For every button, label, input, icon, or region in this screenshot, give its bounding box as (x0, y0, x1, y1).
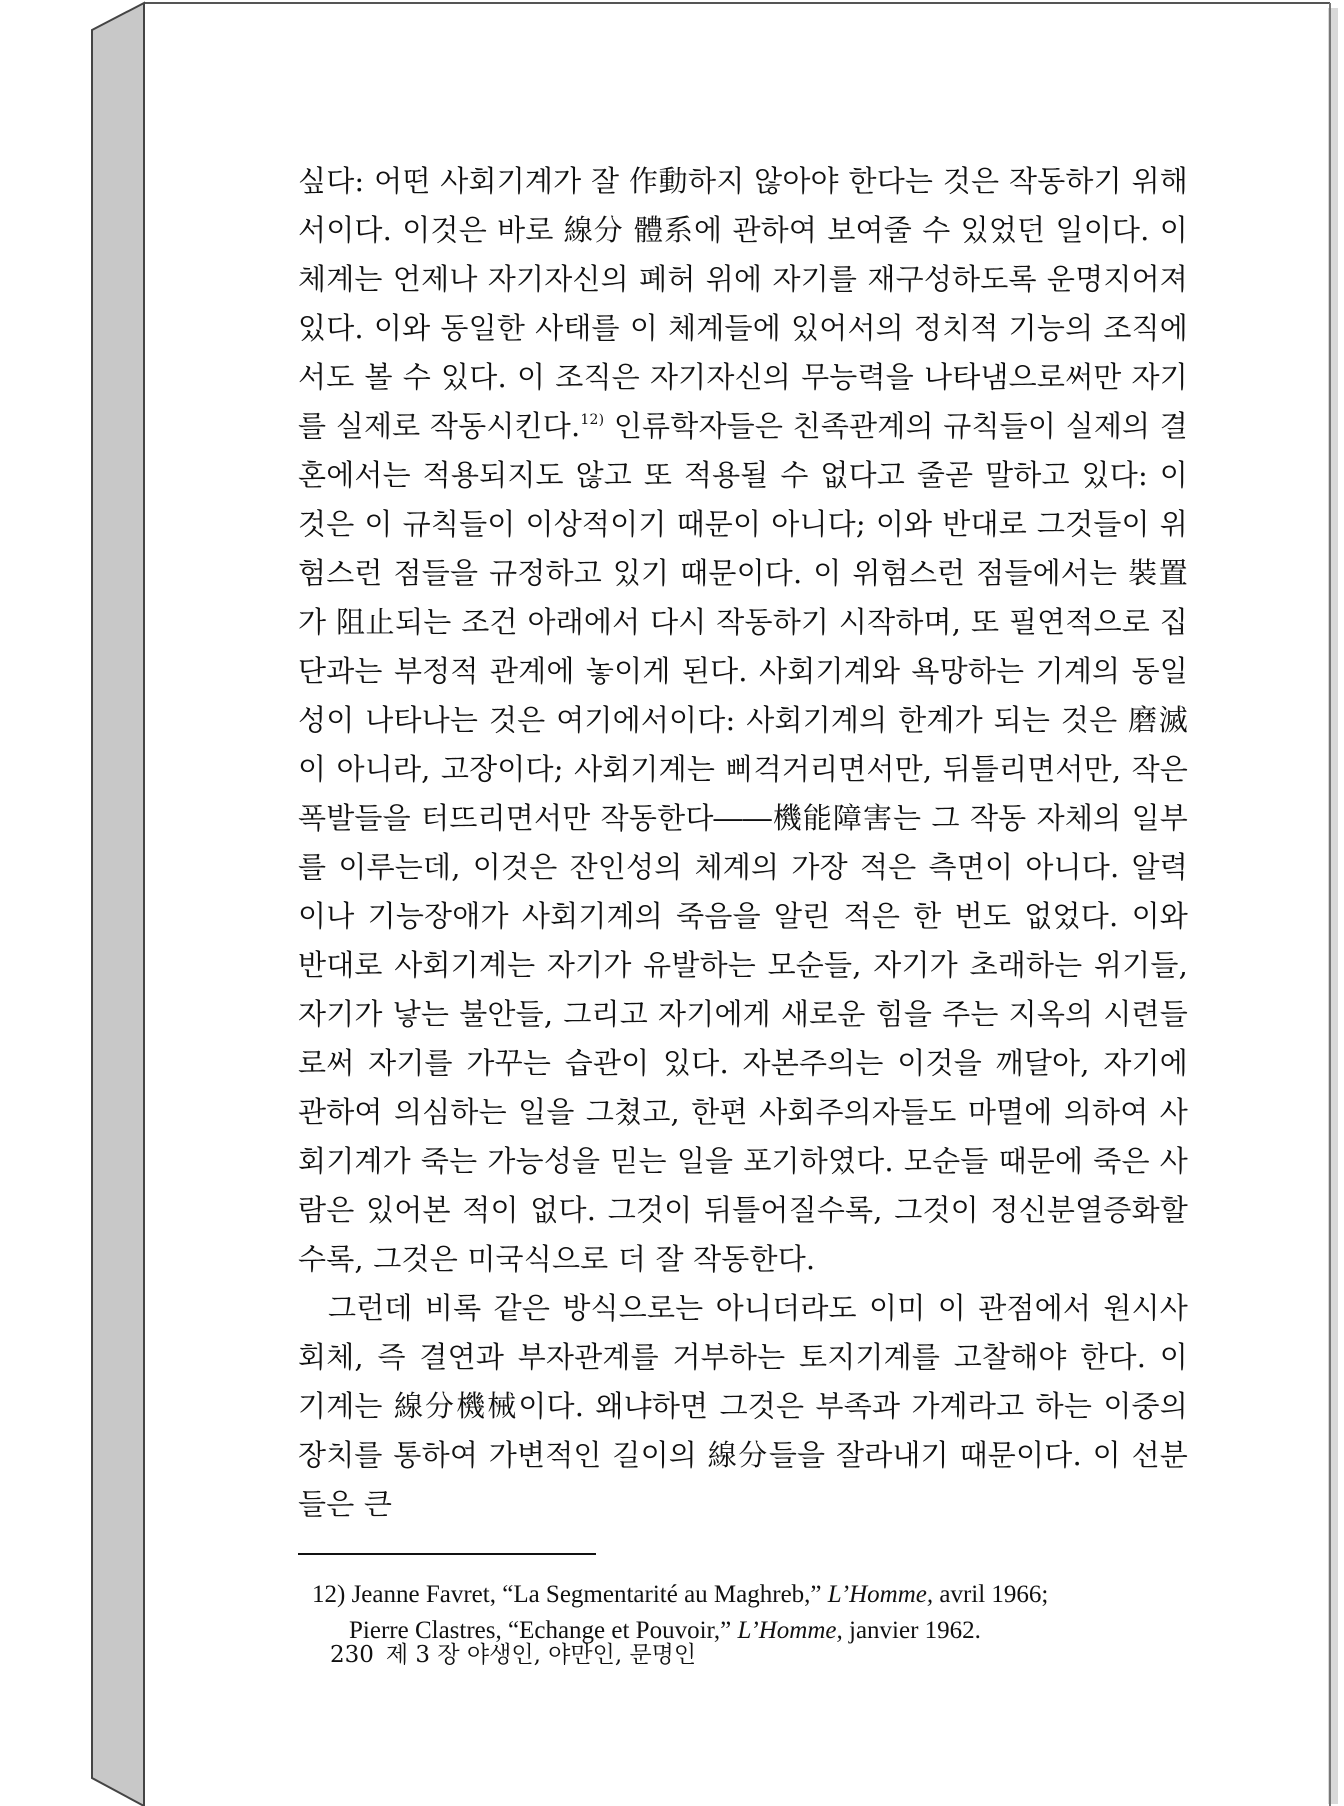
footnote-date-2: janvier 1962. (849, 1617, 981, 1644)
footnote-date-1: avril 1966; (939, 1581, 1049, 1608)
footnote-title-1: “La Segmentarité au Maghreb,” (502, 1581, 822, 1608)
paragraph-1 (298, 157, 1188, 1284)
footnote-author-2: Pierre Clastres, (349, 1617, 502, 1644)
footnote-journal-1: L’Homme, (827, 1581, 934, 1608)
paragraph-1-continued: 인류학자들은 친족관계의 규칙들이 실제의 결혼에서는 적용되지도 않고 또 적용될 수 없다고 줄곧 말하고 있다: 이것은 이 규칙들이 이상적이기 때문이 아니다; 이와 반대로 그것들이 위험스런 점들을 규정하고 있기 때문이다. 이 위험스런 점들에서는 裝置가 阻止되는 조건 아래에서 다시 작동하기 시작하며, 또 필연적으로 집단과는 부정적 관계에 놓이게 된다. 사회기계와 욕망하는 기계의 동일성이 나타나는 것은 여기에서이다: 사회기계의 한계가 되는 것은 磨滅이 아니라, 고장이다; 사회기계는 삐걱거리면서만, 뒤틀리면서만, 작은 폭발들을 터뜨리면서만 작동한다――機能障害는 그 작동 자체의 일부를 이루는데, 이것은 잔인성의 체계의 가장 적은 측면이 아니다. 알력이나 기능장애가 사회기계의 죽음을 알린 적은 한 번도 없었다. 이와 반대로 사회기계는 자기가 유발하는 모순들, 자기가 초래하는 위기들, 자기가 낳는 불안들, 그리고 자기에게 새로운 힘을 주는 지옥의 시련들로써 자기를 가꾸는 습관이 있다. 자본주의는 이것을 깨달아, 자기에 관하여 의심하는 일을 그쳤고, 한편 사회주의자들도 마멸에 의하여 사회기계가 죽는 가능성을 믿는 일을 포기하였다. 모순들 때문에 죽은 사람은 있어본 적이 없다. 그것이 뒤틀어질수록, 그것이 정신분열증화할수록, 그것은 미국식으로 더 잘 작동한다. (298, 409, 1188, 1276)
footnote-line-1 (312, 1577, 1188, 1613)
page-footer (330, 1636, 696, 1669)
paragraph-2: 그런데 비록 같은 방식으로는 아니더라도 이미 이 관점에서 원시사회체, 즉 결연과 부자관계를 거부하는 토지기계를 고찰해야 한다. 이 기계는 線分機械이다. 왜냐하면 그것은 부족과 가계라고 하는 이중의 장치를 통하여 가변적인 길이의 線分들을 잘라내기 때문이다. 이 선분들은 큰 (298, 1291, 1188, 1521)
chapter-title: 제 3 장 야생인, 야만인, 문명인 (385, 1642, 697, 1668)
footnote-number: 12) (312, 1581, 346, 1608)
footnote-divider (298, 1553, 596, 1555)
paragraph-1-text: 싶다: 어떤 사회기계가 잘 作動하지 않아야 한다는 것은 작동하기 위해서이다. 이것은 바로 線分 體系에 관하여 보여줄 수 있었던 일이다. 이 체계는 언제나 자기자신의 폐허 위에 자기를 재구성하도록 운명지어져 있다. 이와 동일한 사태를 이 체계들에 있어서의 정치적 기능의 조직에서도 볼 수 있다. 이 조직은 자기자신의 무능력을 나타냄으로써만 자기를 실제로 작동시킨다. (298, 164, 1188, 443)
page-number: 230 (330, 1642, 374, 1668)
footnote-reference: 12) (580, 412, 605, 428)
body-text (298, 157, 1188, 1529)
footnote-author-1: Jeanne Favret, (351, 1581, 496, 1608)
page-content (298, 157, 1188, 1649)
footnote-title-2: “Echange et Pouvoir,” (507, 1617, 732, 1644)
book-spine (92, 3, 144, 1806)
footnote-journal-2: L’Homme, (737, 1617, 843, 1644)
